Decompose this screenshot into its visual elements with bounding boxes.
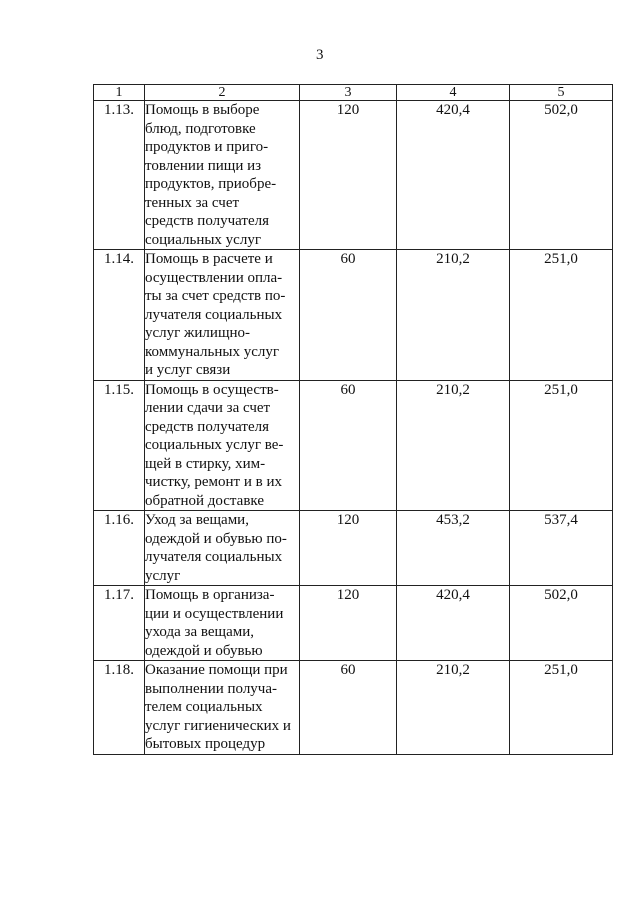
header-cell: 4 [397,85,510,101]
cell-col4: 210,2 [397,250,510,381]
row-number: 1.16. [94,511,145,586]
header-cell: 5 [510,85,613,101]
row-number: 1.17. [94,586,145,661]
cell-col5: 502,0 [510,586,613,661]
cell-col5: 251,0 [510,661,613,755]
row-number: 1.14. [94,250,145,381]
table-header-row [94,85,613,101]
row-number: 1.15. [94,380,145,511]
row-number: 1.13. [94,101,145,250]
cell-col3: 60 [300,250,397,381]
table-row [94,586,613,661]
table-row [94,101,613,250]
table-row [94,250,613,381]
cell-col4: 453,2 [397,511,510,586]
cell-col3: 120 [300,586,397,661]
cell-col3: 60 [300,380,397,511]
service-name: Оказание помощи при выполнении получа- телем социальных услуг гигиенических и бытовых процедур [145,661,300,755]
cell-col3: 60 [300,661,397,755]
cell-col4: 420,4 [397,586,510,661]
service-name: Помощь в осуществ- лении сдачи за счет средств получателя социальных услуг ве- щей в стирку, хим- чистку, ремонт и в их обратной доставке [145,380,300,511]
cell-col5: 537,4 [510,511,613,586]
cell-col5: 502,0 [510,101,613,250]
cell-col5: 251,0 [510,250,613,381]
cell-col5: 251,0 [510,380,613,511]
service-name: Помощь в расчете и осуществлении опла- ты за счет средств по- лучателя социальных услуг жилищно- коммунальных услуг и услуг связи [145,250,300,381]
table-row [94,661,613,755]
table-row [94,511,613,586]
cell-col4: 420,4 [397,101,510,250]
service-name: Помощь в организа- ции и осуществлении ухода за вещами, одеждой и обувью [145,586,300,661]
services-table [93,84,613,755]
header-cell: 1 [94,85,145,101]
row-number: 1.18. [94,661,145,755]
header-cell: 3 [300,85,397,101]
page-number: 3 [316,47,324,63]
service-name: Помощь в выборе блюд, подготовке продуктов и приго- товлении пищи из продуктов, приобре- тенных за счет средств получателя социальных услуг [145,101,300,250]
header-cell: 2 [145,85,300,101]
cell-col3: 120 [300,511,397,586]
service-name: Уход за вещами, одеждой и обувью по- лучателя социальных услуг [145,511,300,586]
cell-col3: 120 [300,101,397,250]
cell-col4: 210,2 [397,380,510,511]
table-row [94,380,613,511]
cell-col4: 210,2 [397,661,510,755]
